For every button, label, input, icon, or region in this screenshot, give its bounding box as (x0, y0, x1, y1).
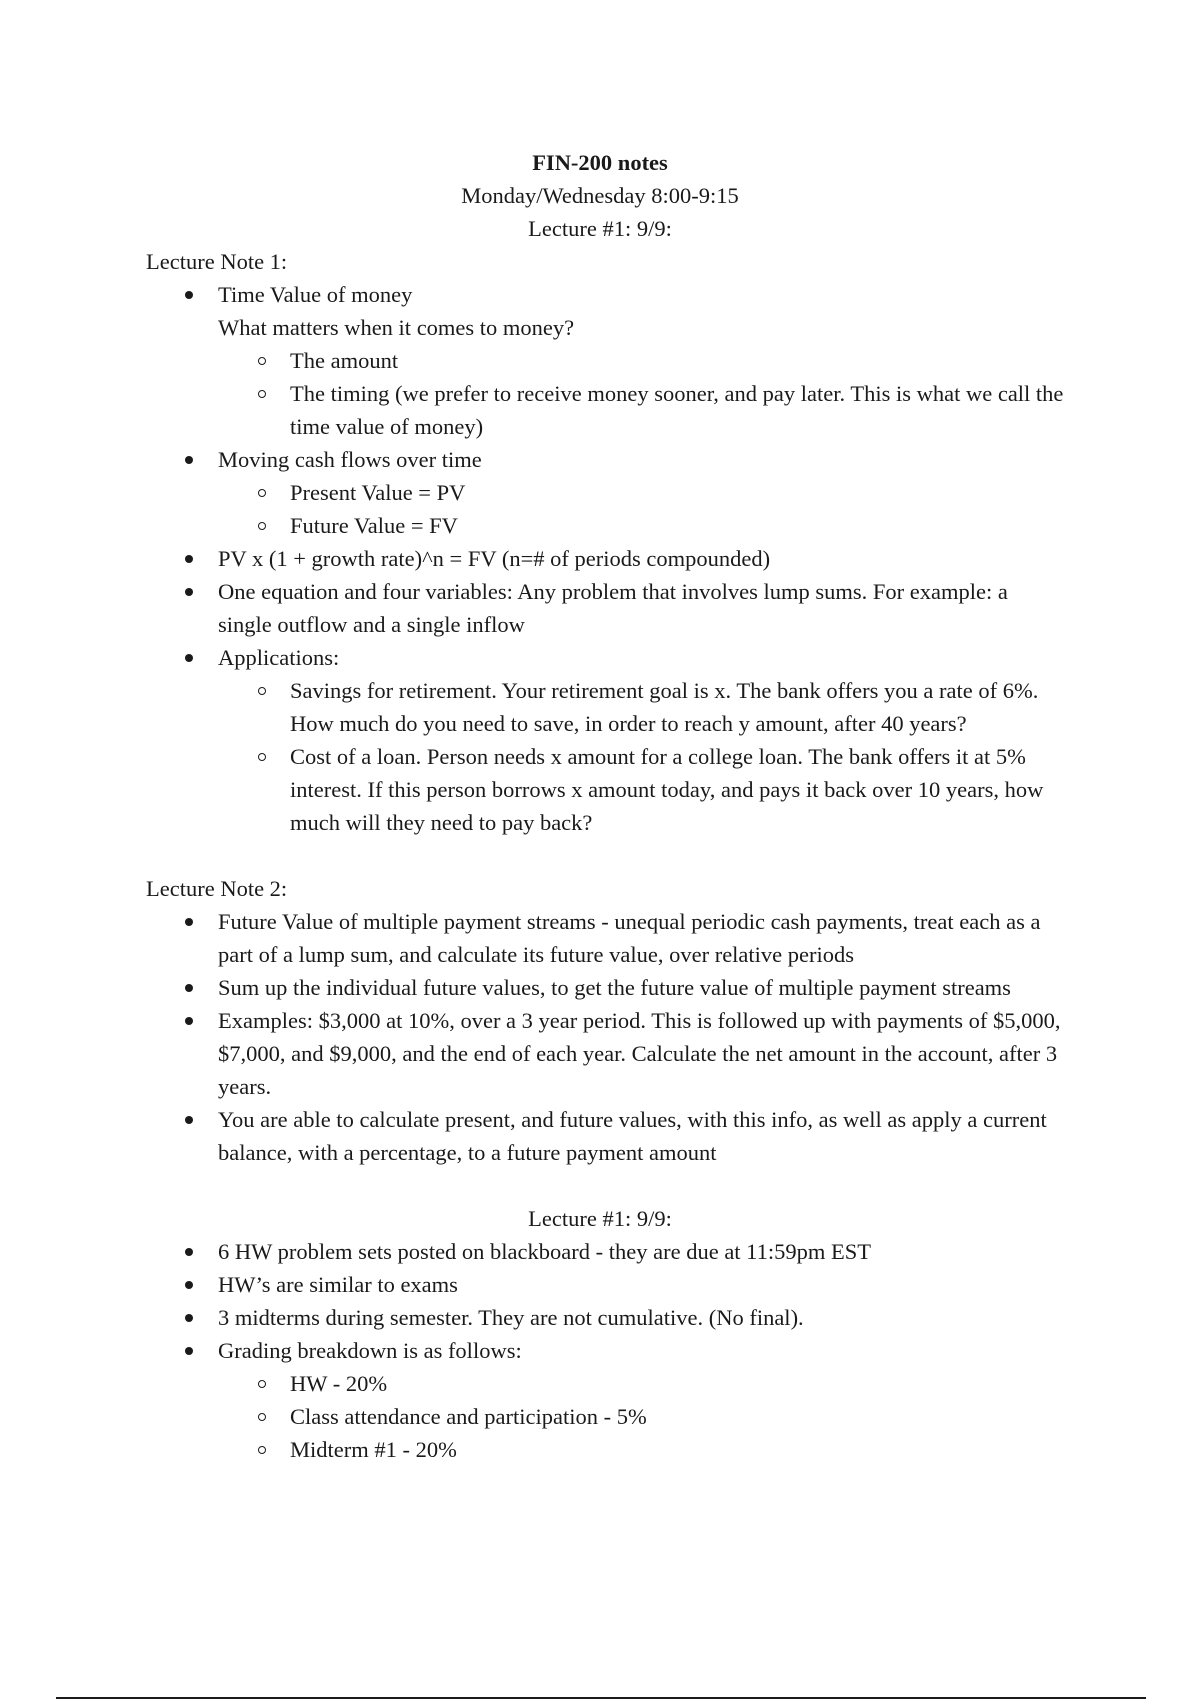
page-bottom-rule (56, 1697, 1146, 1699)
spacer (146, 1169, 1066, 1202)
lecture-note-2-label: Lecture Note 2: (146, 876, 288, 901)
sub-list-item (146, 1400, 1066, 1433)
list-item-text: Cost of a loan. Person needs x amount for a college loan. The bank offers it at 5% interest. If this person borrows x amount today, and pays it back over 10 years, how much will they need to pay back? (290, 744, 1044, 835)
list-item-text: The amount (290, 348, 399, 373)
list-item (146, 1004, 1066, 1103)
list-item-text: Examples: $3,000 at 10%, over a 3 year period. This is followed up with payments of $5,000, $7,000, and $9,000, and the end of each year. Calculate the net amount in the account, after 3 years. (218, 1008, 1061, 1099)
lecture-note-1-label: Lecture Note 1: (146, 249, 288, 274)
sub-list-item (146, 476, 1066, 509)
list-item-text: 3 midterms during semester. They are not cumulative. (No final). (218, 1305, 804, 1330)
document-body (146, 245, 1066, 1466)
lecture-1-heading: Lecture #1: 9/9: (528, 1206, 672, 1231)
list-item-text: Sum up the individual future values, to get the future value of multiple payment streams (218, 975, 1011, 1000)
spacer (146, 839, 1066, 872)
sub-list-item (146, 1433, 1066, 1466)
list-item (146, 542, 1066, 575)
lecture-heading: Lecture #1: 9/9: (528, 216, 672, 241)
list-item (146, 905, 1066, 971)
document-title: FIN-200 notes (532, 150, 668, 175)
list-item-text: Time Value of money (218, 282, 413, 307)
sub-list-item (146, 377, 1066, 443)
list-item-continuation: What matters when it comes to money? (218, 315, 575, 340)
list-item-text: The timing (we prefer to receive money sooner, and pay later. This is what we call the time value of money) (290, 381, 1064, 439)
list-item-text: Future Value = FV (290, 513, 458, 538)
list-item (146, 1235, 1066, 1268)
sub-list-item (146, 674, 1066, 740)
class-schedule: Monday/Wednesday 8:00-9:15 (461, 183, 739, 208)
list-item-text: Savings for retirement. Your retirement goal is x. The bank offers you a rate of 6%. How much do you need to save, in order to reach y amount, after 40 years? (290, 678, 1039, 736)
list-item (146, 1268, 1066, 1301)
document-header (0, 146, 1200, 245)
list-item-text: Future Value of multiple payment streams - unequal periodic cash payments, treat each as a part of a lump sum, and calculate its future value, over relative periods (218, 909, 1041, 967)
list-item-text: You are able to calculate present, and future values, with this info, as well as apply a current balance, with a percentage, to a future payment amount (218, 1107, 1047, 1165)
list-item-text: 6 HW problem sets posted on blackboard - they are due at 11:59pm EST (218, 1239, 871, 1264)
list-item-text: PV x (1 + growth rate)^n = FV (n=# of periods compounded) (218, 546, 771, 571)
list-item (146, 278, 1066, 311)
sub-list-item (146, 1367, 1066, 1400)
list-item (146, 1103, 1066, 1169)
list-item-text: One equation and four variables: Any problem that involves lump sums. For example: a single outflow and a single inflow (218, 579, 1008, 637)
list-item (146, 575, 1066, 641)
list-item (146, 641, 1066, 674)
list-item-text: Moving cash flows over time (218, 447, 482, 472)
sub-list-item (146, 509, 1066, 542)
list-item (146, 971, 1066, 1004)
lecture-note-1-list (146, 278, 1066, 839)
lecture-note-2-list (146, 905, 1066, 1169)
list-item (146, 1301, 1066, 1334)
list-item-text: Grading breakdown is as follows: (218, 1338, 522, 1363)
list-item (146, 443, 1066, 476)
list-item-text: HW - 20% (290, 1371, 388, 1396)
list-item-text: Present Value = PV (290, 480, 466, 505)
list-item-text: Midterm #1 - 20% (290, 1437, 457, 1462)
list-item-text: Class attendance and participation - 5% (290, 1404, 647, 1429)
list-item-text: HW’s are similar to exams (218, 1272, 458, 1297)
sub-list-item (146, 740, 1066, 839)
list-item (146, 1334, 1066, 1367)
sub-list-item (146, 344, 1066, 377)
list-item-text: Applications: (218, 645, 340, 670)
lecture-1-list (146, 1235, 1066, 1466)
